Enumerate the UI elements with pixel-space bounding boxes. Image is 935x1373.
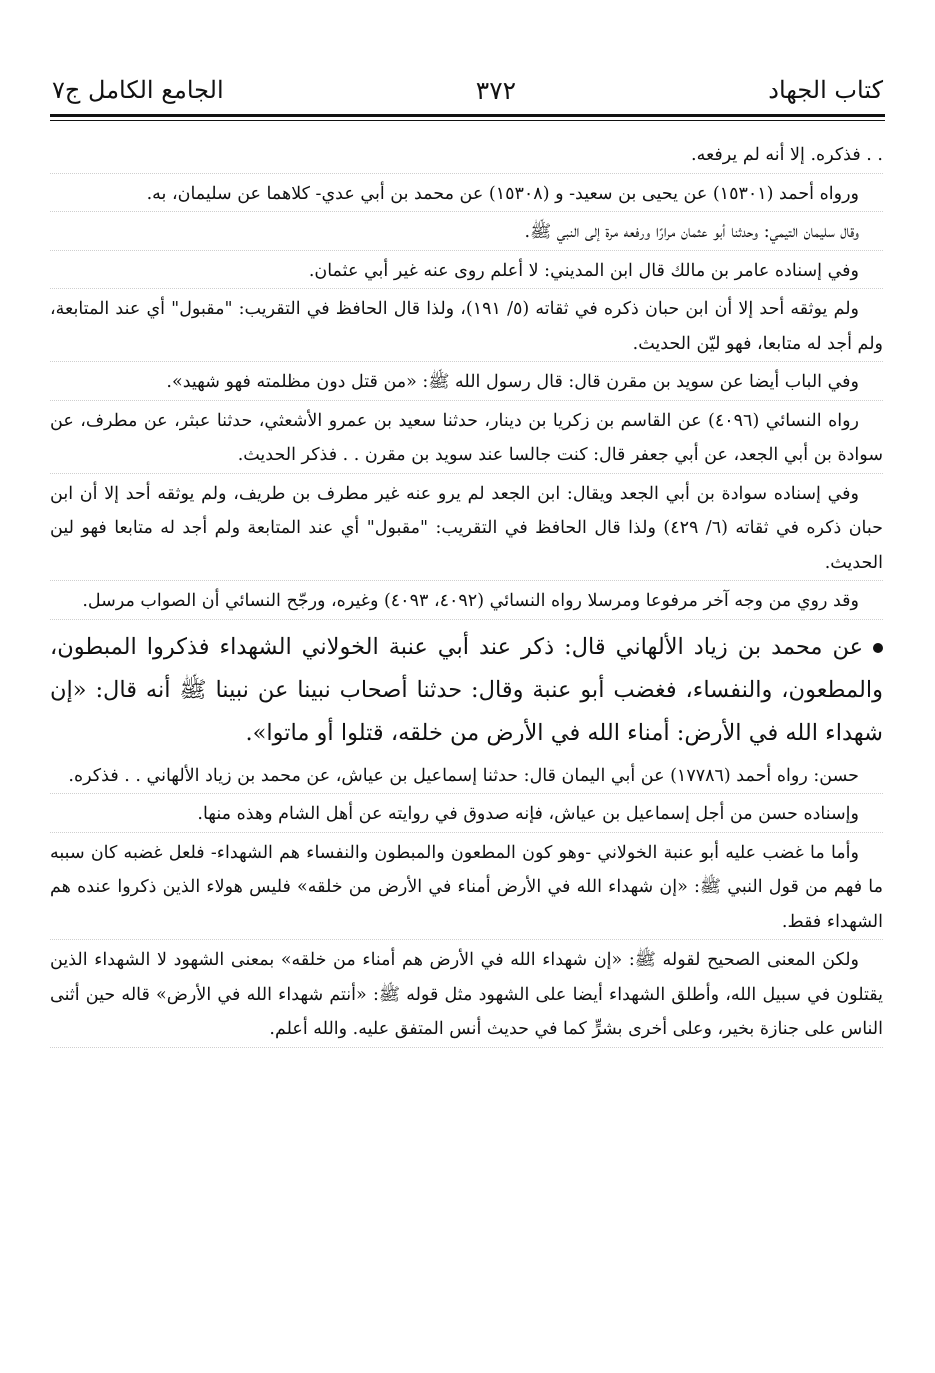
paragraph: وفي الباب أيضا عن سويد بن مقرن قال: قال رسول الله ﷺ: «من قتل دون مظلمته فهو شهيد».	[50, 365, 883, 401]
paragraph: ولكن المعنى الصحيح لقوله ﷺ: «إن شهداء الله في الأرض هم أمناء من خلقه» بمعنى الشهود لا الشهداء الذين يقتلون في سبيل الله، وأطلق الشهداء أيضا على الشهود مثل قوله ﷺ: «أنتم شهداء الله في الأرض» قاله حين أثنى الناس على جنازة بخير، وعلى أخرى بشرٍّ كما في حديث أنس المتفق عليه. والله أعلم.	[50, 943, 883, 1048]
book-title: كتاب الجهاد	[768, 76, 883, 104]
bullet-icon	[873, 643, 883, 653]
paragraph: وإسناده حسن من أجل إسماعيل بن عياش، فإنه صدوق في روايته عن أهل الشام وهذه منها.	[50, 797, 883, 833]
paragraph: وأما ما غضب عليه أبو عنبة الخولاني -وهو كون المطعون والمبطون والنفساء هم الشهداء- فلعل غضبه كان سببه ما فهم من قول النبي ﷺ: «إن شهداء الله في الأرض أمناء في الأرض من خلقه» فليس هولاء الذين ذكروا عنده هم الشهداء فقط.	[50, 836, 883, 941]
paragraph: وفي إسناده سوادة بن أبي الجعد ويقال: ابن الجعد لم يرو عنه غير مطرف بن طريف، ولم يوثقه أحد إلا أن ابن حبان ذكره في ثقاته (٦/ ٤٢٩) ولذا قال الحافظ في التقريب: "مقبول" أي عند المتابعة ولم أجد له متابعا فهو لين الحديث.	[50, 477, 883, 582]
page-header	[52, 68, 883, 112]
paragraph: رواه النسائي (٤٠٩٦) عن القاسم بن زكريا بن دينار، حدثنا سعيد بن عمرو الأشعثي، حدثنا عبثر، عن مطرف، عن سوادة بن أبي الجعد، عن أبي جعفر قال: كنت جالسا عند سويد بن مقرن . . فذكر الحديث.	[50, 404, 883, 474]
paragraph: . . فذكره. إلا أنه لم يرفعه.	[50, 138, 883, 174]
paragraph: ورواه أحمد (١٥٣٠١) عن يحيى بن سعيد- و (١٥٣٠٨) عن محمد بن أبي عدي- كلاهما عن سليمان، به.	[50, 177, 883, 213]
series-title: الجامع الكامل ج٧	[52, 76, 224, 104]
paragraph: وفي إسناده عامر بن مالك قال ابن المديني: لا أعلم روى عنه غير أبي عثمان.	[50, 254, 883, 290]
lead-hadith-text: عن محمد بن زياد الألهاني قال: ذكر عند أبي عنبة الخولاني الشهداء فذكروا المبطون، والمطعون، والنفساء، فغضب أبو عنبة وقال: حدثنا أصحاب نبينا عن نبينا ﷺ أنه قال: «إن شهداء الله في الأرض: أمناء الله في الأرض من خلقه، قتلوا أو ماتوا».	[50, 633, 883, 746]
header-rule-thick	[50, 114, 885, 117]
paragraph: ولم يوثقه أحد إلا أن ابن حبان ذكره في ثقاته (٥/ ١٩١)، ولذا قال الحافظ في التقريب: "مقبول" أي عند المتابعة، ولم أجد له متابعا، فهو ليّن الحديث.	[50, 292, 883, 362]
page-number: ٣٧٢	[475, 75, 517, 105]
page-body	[50, 138, 883, 1343]
header-rule-thin	[50, 120, 885, 121]
paragraph: حسن: رواه أحمد (١٧٧٨٦) عن أبي اليمان قال: حدثنا إسماعيل بن عياش، عن محمد بن زياد الألهاني . . فذكره.	[50, 759, 883, 795]
paragraph: وقال سليمان التيمي: وحدثنا أبو عثمان مرارًا ورفعه مرة إلى النبي ﷺ.	[50, 215, 883, 251]
lead-hadith	[50, 626, 883, 755]
paragraph: وقد روي من وجه آخر مرفوعا ومرسلا رواه النسائي (٤٠٩٢، ٤٠٩٣) وغيره، ورجّح النسائي أن الصواب مرسل.	[50, 584, 883, 620]
